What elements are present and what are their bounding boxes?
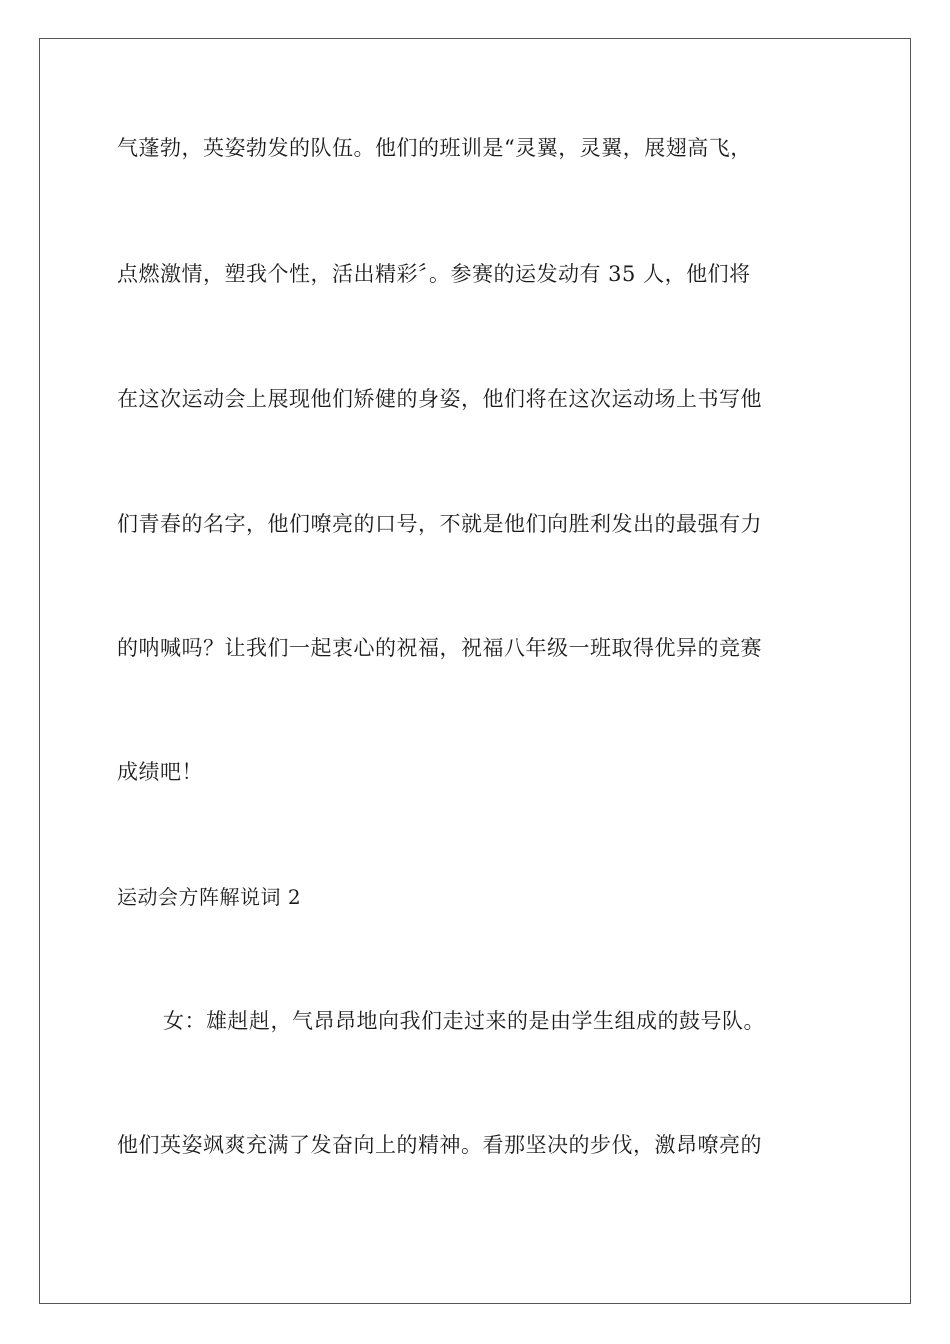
paragraph-line: 们青春的名字，他们嘹亮的口号，不就是他们向胜利发出的最强有力 [117, 512, 762, 536]
paragraph-line: 在这次运动会上展现他们矫健的身姿，他们将在这次运动场上书写他 [117, 387, 762, 411]
paragraph-line: 气蓬勃，英姿勃发的队伍。他们的班训是“灵翼，灵翼，展翅高飞， [117, 136, 752, 160]
paragraph-line: 女：雄赳赳，气昂昂地向我们走过来的是由学生组成的鼓号队。 [163, 1009, 765, 1033]
page-border [39, 38, 911, 1304]
paragraph-line: 他们英姿飒爽充满了发奋向上的精神。看那坚决的步伐，激昂嘹亮的 [117, 1133, 762, 1157]
section-heading: 运动会方阵解说词 2 [117, 885, 302, 909]
paragraph-line: 的呐喊吗？让我们一起衷心的祝福，祝福八年级一班取得优异的竞赛 [117, 636, 762, 660]
paragraph-line: 点燃激情，塑我个性，活出精彩〞。参赛的运发动有 35 人，他们将 [117, 262, 751, 286]
paragraph-line: 成绩吧！ [117, 760, 203, 784]
